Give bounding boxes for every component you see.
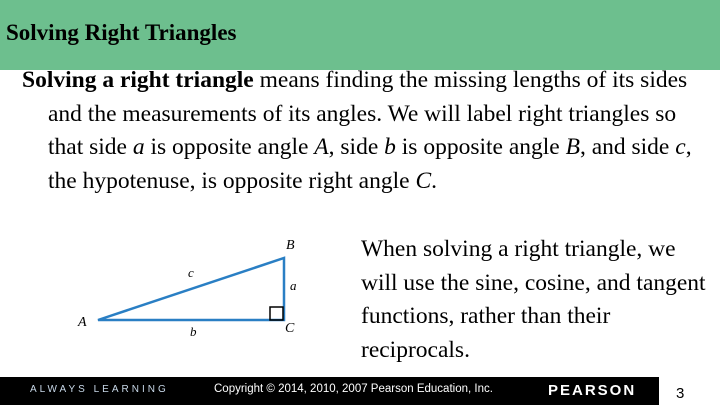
right-triangle-diagram bbox=[70, 230, 330, 340]
page-number-box bbox=[659, 377, 720, 405]
para-text-7: . bbox=[431, 167, 438, 194]
var-b: b bbox=[384, 134, 396, 160]
var-c: c bbox=[675, 134, 686, 160]
footer-tagline: ALWAYS LEARNING bbox=[30, 384, 169, 395]
para-text-6: , the hypotenuse, is opposite right angle bbox=[48, 134, 692, 194]
var-A: A bbox=[314, 134, 329, 160]
footer-bar bbox=[0, 377, 720, 405]
side-c-label: c bbox=[188, 265, 194, 280]
side-b-label: b bbox=[190, 324, 197, 339]
vertex-B-label: B bbox=[286, 238, 295, 253]
vertex-A-label: A bbox=[78, 315, 87, 330]
para-text-4: is opposite angle bbox=[395, 134, 566, 160]
para-text-5: , and side bbox=[579, 134, 676, 160]
var-C: C bbox=[415, 167, 432, 194]
para-text-1: means finding the missing lengths of its sides and the measurements of its angles. We will label right triangles so that side bbox=[48, 67, 688, 160]
body-paragraph bbox=[22, 64, 712, 198]
para-text-3: , side bbox=[328, 134, 385, 160]
side-a-label: a bbox=[290, 278, 297, 293]
footer-copyright: Copyright © 2014, 2010, 2007 Pearson Education, Inc. bbox=[214, 383, 493, 395]
page-number: 3 bbox=[676, 385, 685, 402]
side-note: When solving a right triangle, we will use the sine, cosine, and tangent functions, rather than their reciprocals. bbox=[361, 236, 706, 363]
pearson-logo: PEARSON bbox=[548, 382, 637, 399]
var-B: B bbox=[565, 134, 580, 160]
para-text-2: is opposite angle bbox=[144, 134, 315, 160]
right-angle-marker bbox=[270, 307, 283, 320]
slide-title: Solving Right Triangles bbox=[6, 20, 237, 45]
vertex-C-label: C bbox=[285, 321, 295, 336]
bold-term: Solving a right triangle bbox=[22, 67, 254, 93]
var-a: a bbox=[132, 134, 145, 160]
